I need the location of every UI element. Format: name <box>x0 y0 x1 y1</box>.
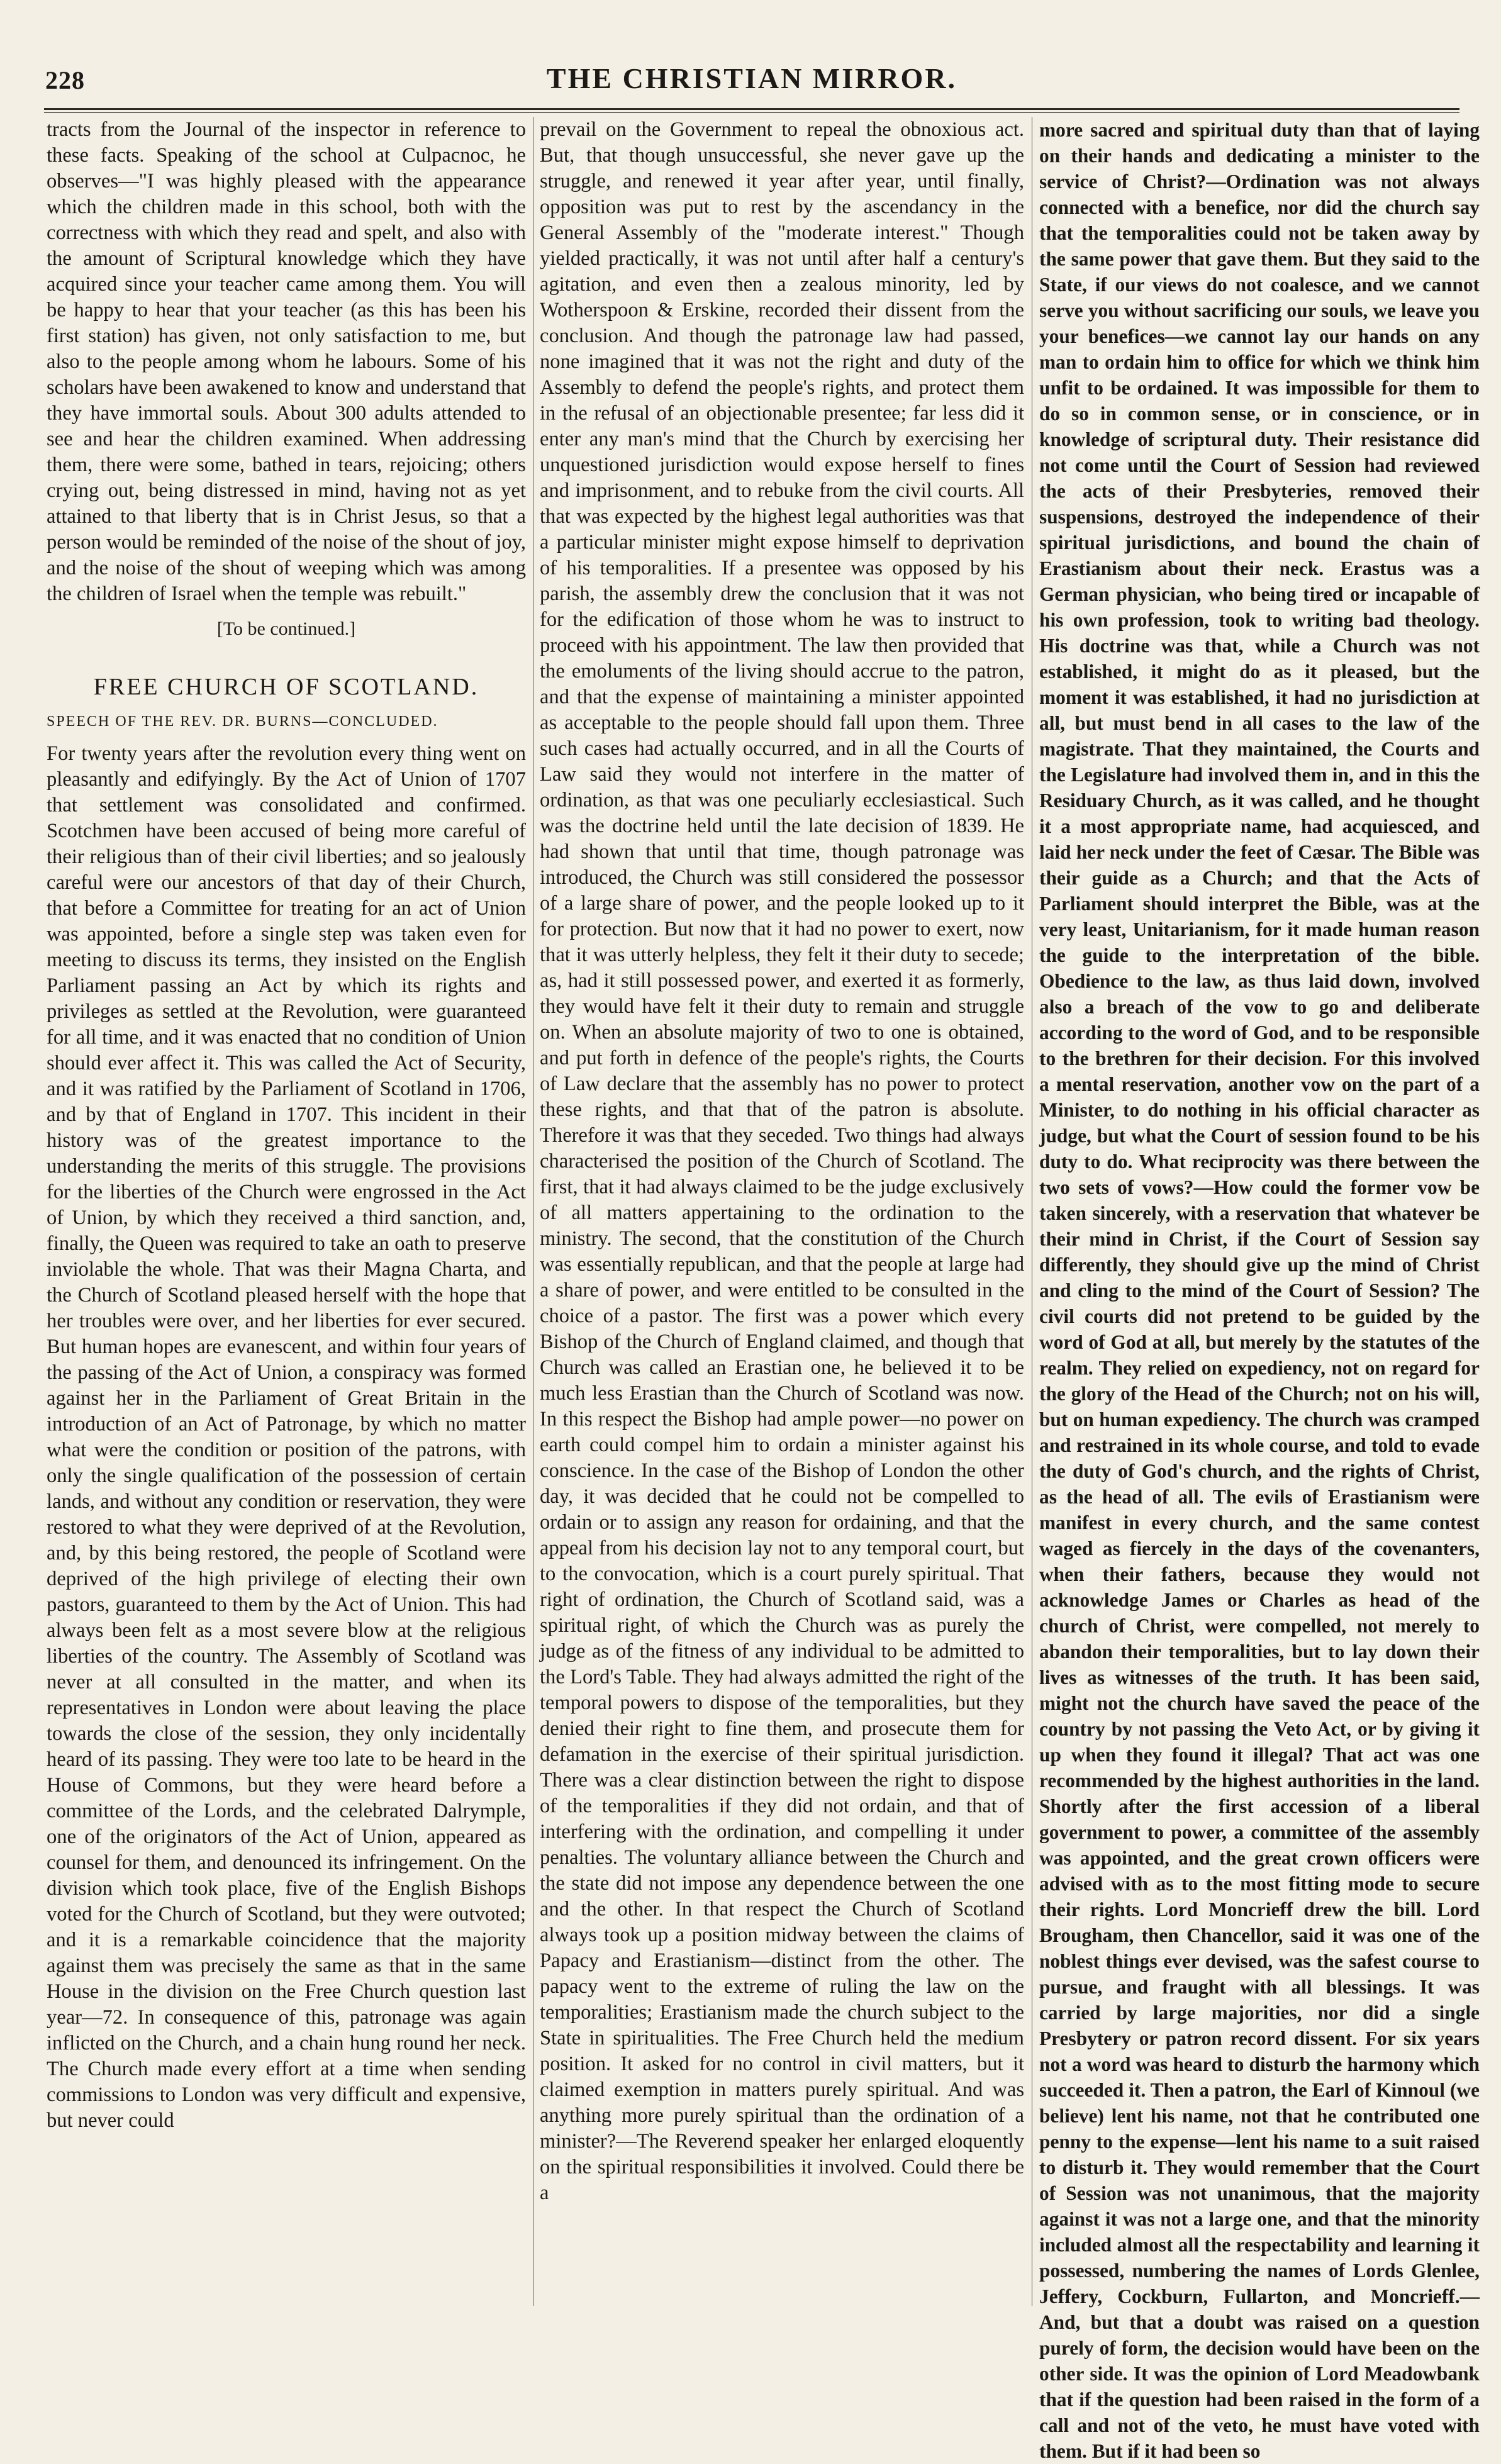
column-left <box>47 117 526 2312</box>
column-left-intro: tracts from the Journal of the inspector in reference to these facts. Speaking of the school at Culpacnoc, he observes—"I was highly pleased with the appearance which the children made in this school, both with the correctness with which they read and spelt, and also with the amount of Scriptural knowledge which they have acquired since your teacher came among them. You will be happy to hear that your teacher (as this has been his first station) has given, not only satisfaction to me, but also to the people among whom he labours. Some of his scholars have been awakened to know and understand that they have immortal souls. About 300 adults attended to see and hear the children examined. When addressing them, there were some, bathed in tears, rejoicing; others crying out, being distressed in mind, having not as yet attained to that liberty that is in Christ Jesus, so that a person would be reminded of the noise of the shout of joy, and the noise of the shout of weeping which was among the children of Israel when the temple was rebuilt." <box>47 118 526 605</box>
page-header <box>38 60 1466 104</box>
header-rule <box>44 108 1459 110</box>
column-right <box>1039 117 1480 2462</box>
column-right-body: more sacred and spiritual duty than that of laying on their hands and dedicating a minister to the service of Christ?—Ordination was not always connected with a benefice, nor did the church say that the temporalities could not be taken away by the same power that gave them. But they said to the State, if our views do not coalesce, and we cannot serve you without sacrificing our souls, we leave you your benefices—we cannot lay our hands on any man to ordain him to office for which we think him unfit to be ordained. It was impossible for them to do so in common sense, or in conscience, or in knowledge of scriptural duty. Their resistance did not come until the Court of Session had reviewed the acts of their Presbyteries, removed their suspensions, destroyed the independence of their spiritual jurisdictions, and bound the chain of Erastianism about their neck. Erastus was a German physician, who being tired or incapable of his own profession, took to writing bad theology. His doctrine was that, while a Church was not established, it might do as it pleased, but the moment it was established, it had no jurisdiction at all, but must bend in all cases to the law of the magistrate. That they maintained, the Courts and the Legislature had involved them in, and in this the Residuary Church, as it was called, and he thought it a most appropriate name, had acquiesced, and laid her neck under the feet of Cæsar. The Bible was their guide as a Church; and that the Acts of Parliament should interpret the Bible, was at the very least, Unitarianism, for it made human reason the guide to the interpretation of the bible. Obedience to the law, as thus laid down, involved also a breach of the vow to go and deliberate according to the word of God, and to be responsible to the brethren for their decision. For this involved a mental reservation, another vow on the part of a Minister, to do nothing in his official character as judge, but what the Court of session found to be his duty to do. What reciprocity was there between the two sets of vows?—How could the former vow be taken sincerely, with a reservation that whatever be their mind in Christ, if the Court of Session say differently, they should give up the mind of Christ and cling to the mind of the Court of Session? The civil courts did not pretend to be guided by the word of God at all, but merely by the statutes of the realm. They relied on expediency, not on regard for the glory of the Head of the Church; not on his will, but on human expediency. The church was cramped and restrained in its whole course, and told to evade the duty of God's church, and the rights of Christ, as the head of all. The evils of Erastianism were manifest in every church, and the same contest waged as fiercely in the days of the covenanters, when their fathers, because they would not acknowledge James or Charles as head of the church of Christ, were compelled, not merely to abandon their temporalities, but to lay down their lives as witnesses of the truth. It has been said, might not the church have saved the peace of the country by not passing the Veto Act, or by giving it up when they found it illegal? That act was one recommended by the highest authorities in the land. Shortly after the first accession of a liberal government to power, a committee of the assembly was appointed, and the great crown officers were advised with as to the most fitting mode to secure their rights. Lord Moncrieff drew the bill. Lord Brougham, then Chancellor, said it was one of the noblest things ever devised, was the safest course to pursue, and fraught with all blessings. It was carried by large majorities, nor did a single Presbytery or patron record dissent. For six years not a word was heard to disturb the harmony which succeeded it. Then a patron, the Earl of Kinnoul (we believe) lent his name, not that he contributed one penny to the expense—lent his name to a suit raised to disturb it. They would remember that the Court of Session was not unanimous, that the majority against it was not a large one, and that the minority included almost all the respectability and learning it possessed, numbering the names of Lords Glenlee, Jeffery, Cockburn, Fullarton, and Moncrieff.—And, but that a doubt was raised on a question purely of form, the decision would have been on the other side. It was the opinion of Lord Meadowbank that if the question had been raised in the form of a call and not of the veto, he must have voted with them. But if it had been so <box>1039 119 1480 2462</box>
column-middle-body: prevail on the Government to repeal the obnoxious act. But, that though unsuccessful, she never gave up the struggle, and renewed it year after year, until finally, opposition was put to rest by the ascendancy in the General Assembly of the "moderate interest." Though yielded practically, it was not until after half a century's agitation, and even then a zealous minority, led by Wotherspoon & Erskine, recorded their dissent from the conclusion. And though the patronage law had passed, none imagined that it was not the right and duty of the Assembly to defend the people's rights, and protect them in the refusal of an objectionable presentee; far less did it enter any man's mind that the Church by exercising her unquestioned jurisdiction would expose herself to fines and imprisonment, and to rebuke from the civil courts. All that was expected by the highest legal authorities was that a particular minister might expose himself to deprivation of his temporalities. If a presentee was opposed by his parish, the assembly drew the conclusion that it was not for the edification of those whom he was to instruct to proceed with his appointment. The law then provided that the emoluments of the living should accrue to the patron, and that the expense of maintaining a minister appointed as acceptable to the people should fall upon them. Three such cases had actually occurred, and in all the Courts of Law said they would not interfere in the matter of ordination, as that was one peculiarly ecclesiastical. Such was the doctrine held until the late decision of 1839. He had shown that until that time, though patronage was introduced, the Church was still considered the possessor of a large share of power, and the people looked up to it for protection. But now that it had no power to exert, now that it was utterly helpless, they felt it their duty to secede; as, had it still possessed power, and exerted it as formerly, they would have felt it their duty to remain and struggle on. When an absolute majority of two to one is obtained, and put forth in defence of the people's rights, the Courts of Law declare that the assembly has no power to protect these rights, and that that of the patron is absolute. Therefore it was that they seceded. Two things had always characterised the position of the Church of Scotland. The first, that it had always claimed to be the judge exclusively of all matters appertaining to the ordination to the ministry. The second, that the constitution of the Church was essentially republican, and that the people at large had a share of power, and were entitled to be consulted in the choice of a pastor. The first was a power which every Bishop of the Church of England claimed, and though that Church was called an Erastian one, he believed it to be much less Erastian than the Church of Scotland was now. In this respect the Bishop had ample power—no power on earth could compel him to ordain a minister against his conscience. In the case of the Bishop of London the other day, it was decided that he could not be compelled to ordain or to assign any reason for ordaining, and that the appeal from his decision lay not to any temporal court, but to the convocation, which is a court purely spiritual. That right of ordination, the Church of Scotland said, was a spiritual right, of which the Church was as purely the judge as of the fitness of any individual to be admitted to the Lord's Table. They had always admitted the right of the temporal powers to dispose of the temporalities, but they denied their right to fine them, and prosecute them for defamation in the exercise of their spiritual jurisdiction. There was a clear distinction between the right to dispose of the temporalities if they did not ordain, and that of interfering with the ordination, and compelling it under penalties. The voluntary alliance between the Church and the state did not impose any dependence between the one and the other. In that respect the Church of Scotland always took up a position midway between the claims of Papacy and Erastianism—distinct from the other. The papacy went to the extreme of ruling the law on the temporalities; Erastianism made the church subject to the State in spiritualities. The Free Church held the medium position. It asked for no control in civil matters, but it claimed exemption in matters purely spiritual. And was anything more purely spiritual than the ordination of a minister?—The Reverend speaker her enlarged eloquently on the spiritual responsibilities it involved. Could there be a <box>540 118 1024 2204</box>
page-number: 228 <box>45 66 85 94</box>
article-title: FREE CHURCH OF SCOTLAND. <box>93 674 479 700</box>
article-byline: SPEECH OF THE REV. DR. BURNS—CONCLUDED. <box>47 713 438 730</box>
column-middle <box>540 117 1024 2312</box>
masthead-title: THE CHRISTIAN MIRROR. <box>546 62 957 94</box>
column-left-body: For twenty years after the revolution every thing went on pleasantly and edifyingly. By the Act of Union of 1707 that settlement was consolidated and confirmed. Scotchmen have been accused of being more careful of their religious than of their civil liberties; and so jealously careful were our ancestors of that day of their Church, that before a Committee for treating for an act of Union was appointed, before a single step was taken even for meeting to discuss its terms, they insisted on the English Parliament passing an Act by which its rights and privileges as settled at the Revolution, were guaranteed for all time, and it was enacted that no condition of Union should ever affect it. This was called the Act of Security, and it was ratified by the Parliament of Scotland in 1706, and by that of England in 1707. This incident in their history was of the greatest importance to the understanding the merits of this struggle. The provisions for the liberties of the Church were engrossed in the Act of Union, by which they received a third sanction, and, finally, the Queen was required to take an oath to preserve inviolable the whole. That was their Magna Charta, and the Church of Scotland pleased herself with the hope that her troubles were over, and her liberties for ever secured. But human hopes are evanescent, and within four years of the passing of the Act of Union, a conspiracy was formed against her in the Parliament of Great Britain in the introduction of an Act of Patronage, by which no matter what were the condition or position of the patrons, with only the single qualification of the possession of certain lands, and without any condition or reservation, they were restored to what they were deprived of at the Revolution, and, by this being restored, the people of Scotland were deprived of the high privilege of electing their own pastors, guaranteed to them by the Act of Union. This had always been felt as a most severe blow at the religious liberties of the country. The Assembly of Scotland was never at all consulted in the matter, and when its representatives in London were about leaving the place towards the close of the session, they only incidentally heard of its passing. They were too late to be heard in the House of Commons, but they were heard before a committee of the Lords, and the celebrated Dalrymple, one of the originators of the Act of Union, appeared as counsel for them, and denounced its infringement. On the division which took place, five of the English Bishops voted for the Church of Scotland, but they were outvoted; and it is a remarkable coincidence that the majority against them was precisely the same as that in the same House in the division on the Free Church question last year—72. In consequence of this, patronage was again inflicted on the Church, and a chain hung round her neck. The Church made every effort at a time when sending commissions to London was very difficult and expensive, but never could <box>47 742 526 2132</box>
header-rule-thin <box>44 112 1459 113</box>
continued-note: [To be continued.] <box>216 618 356 639</box>
